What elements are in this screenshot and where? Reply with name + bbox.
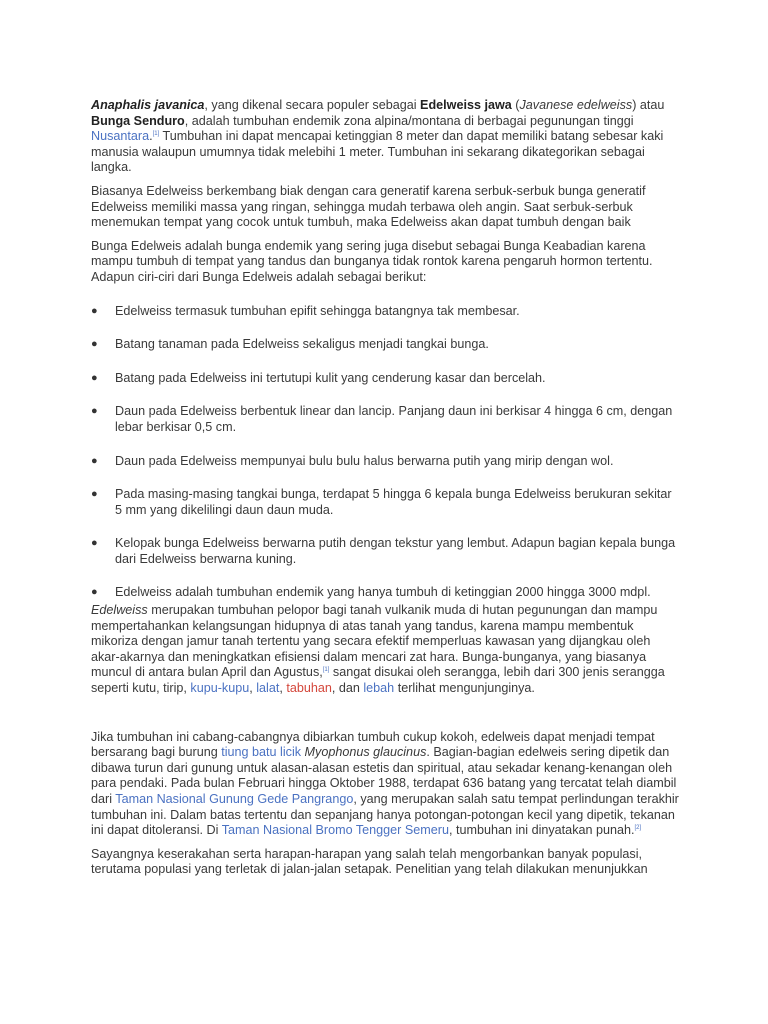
- text: ) atau: [632, 98, 665, 112]
- list-item-text: Edelweiss adalah tumbuhan endemik yang hanya tumbuh di ketinggian 2000 hingga 3000 mdpl.: [115, 585, 651, 600]
- list-item-text: Daun pada Edelweiss mempunyai bulu bulu halus berwarna putih yang mirip dengan wol.: [115, 453, 614, 468]
- list-item: [91, 371, 681, 387]
- text: .: [149, 129, 153, 144]
- link-tiung-batu-licik[interactable]: tiung batu licik: [221, 745, 302, 760]
- bullet-icon: ●: [91, 537, 98, 550]
- text: . Bagian-bagian edelweis sering dipetik dan dibawa turun dari gunung untuk alasan-alasan estetis dan spiritual, atau sekadar kenang-kenangan oleh para pendaki. Pada bulan Februari hingga Oktober 1988, terdapat 636 batang yang tercatat telah diambil dari: [91, 745, 677, 806]
- bullet-icon: ●: [91, 338, 98, 351]
- link-nusantara[interactable]: Nusantara: [91, 129, 150, 144]
- reference-1[interactable]: [1]: [152, 131, 160, 138]
- italic-edelweiss: Edelweiss: [91, 603, 148, 618]
- local-name: Bunga Senduro: [91, 113, 185, 128]
- list-item-text: Edelweiss termasuk tumbuhan epifit sehingga batangnya tak membesar.: [115, 303, 520, 318]
- italic-myophonus: Myophonus glaucinus: [304, 745, 427, 760]
- text: , yang merupakan salah satu tempat perlindungan terakhir tumbuhan ini. Dalam batas tertentu dan sepanjang hanya potongan-potongan kecil yang dipetik, tekanan ini dapat ditoleransi. Di: [91, 792, 679, 838]
- paragraph-nesting: [91, 730, 681, 839]
- list-item: [91, 487, 681, 518]
- paragraph-reproduction: Biasanya Edelweiss berkembang biak dengan cara generatif karena serbuk-serbuk bunga generatif Edelweiss memiliki massa yang ringan, sehingga mudah terbawa oleh angin. Saat serbuk-serbuk menemukan tempat yang cocok untuk tumbuh, maka Edelweiss akan dapat tumbuh dengan baik: [91, 183, 646, 230]
- list-item: [91, 454, 681, 470]
- list-item-text: Daun pada Edelweiss berbentuk linear dan lancip. Panjang daun ini berkisar 4 hingga 6 cm, dengan lebar berkisar 0,5 cm.: [115, 404, 673, 434]
- text: (: [511, 98, 520, 112]
- link-gede-pangrango[interactable]: Taman Nasional Gunung Gede Pangrango: [115, 792, 354, 806]
- text: ,: [279, 681, 287, 696]
- paragraph-characteristics-intro: Bunga Edelweis adalah bunga endemik yang sering juga disebut sebagai Bunga Keabadian karena mampu tumbuh di tempat yang tandus dan bunganya tidak rontok karena pengaruh hormon tertentu. Adapun ciri-ciri dari Bunga Edelweis adalah sebagai berikut:: [91, 238, 653, 284]
- reference-2[interactable]: [2]: [634, 825, 642, 832]
- text: Tumbuhan ini dapat mencapai ketinggian 8 meter dan dapat memiliki batang sebesar kaki manusia walaupun umumnya tidak melebihi 1 meter. Tumbuhan ini sekarang dikategorikan sebagai langka.: [91, 129, 664, 175]
- link-tabuhan[interactable]: tabuhan: [286, 681, 332, 696]
- bullet-icon: ●: [91, 454, 98, 467]
- text: , tumbuhan ini dinyatakan punah.: [448, 823, 635, 838]
- bullet-icon: ●: [91, 371, 98, 384]
- text: Jika tumbuhan ini cabang-cabangnya dibiarkan tumbuh cukup kokoh, edelweis dapat menjadi tempat bersarang bagi burung: [91, 729, 655, 760]
- text: merupakan tumbuhan pelopor bagi tanah vulkanik muda di hutan pegunungan dan mampu mempertahankan kelangsungan hidupnya di atas tanah yang tandus, karena mampu membentuk mikoriza dengan jamur tanah tertentu yang secara efektif memperluas kawasan yang dijangkau oleh akar-akarnya dan meningkatkan efisiensi dalam mencari zat hara. Bunga-bunganya, yang biasanya muncul di antara bulan April dan Agustus,: [91, 603, 658, 680]
- list-item-text: Batang tanaman pada Edelweiss sekaligus menjadi tangkai bunga.: [115, 337, 489, 352]
- text: , adalah tumbuhan endemik zona alpina/montana di berbagai pegunungan tinggi: [184, 113, 634, 128]
- intro-paragraph: [91, 98, 681, 176]
- text: sangat disukai oleh serangga, lebih dari 300 jenis serangga seperti kutu, tirip,: [91, 665, 665, 696]
- bullet-icon: ●: [91, 586, 98, 599]
- text: terlihat mengunjunginya.: [394, 681, 535, 696]
- bullet-icon: ●: [91, 488, 98, 501]
- link-kupu-kupu[interactable]: kupu-kupu: [190, 681, 250, 696]
- link-bromo-tengger-semeru[interactable]: Taman Nasional Bromo Tengger Semeru: [221, 823, 449, 838]
- scientific-name: Anaphalis javanica: [91, 98, 205, 112]
- list-item: [91, 404, 681, 435]
- reference-1b[interactable]: [1]: [322, 667, 330, 674]
- common-name: Edelweiss jawa: [420, 98, 512, 112]
- list-item: [91, 536, 681, 567]
- list-item: [91, 585, 681, 601]
- list-item-text: Batang pada Edelweiss ini tertutupi kulit yang cenderung kasar dan bercelah.: [115, 370, 546, 385]
- list-item-text: Pada masing-masing tangkai bunga, terdapat 5 hingga 6 kepala bunga Edelweiss berukuran sekitar 5 mm yang dikelilingi daun daun muda.: [115, 487, 672, 517]
- list-item: [91, 337, 681, 353]
- paragraph-pioneer: [91, 603, 681, 697]
- text: , dan: [331, 681, 364, 696]
- article-body: [91, 98, 681, 878]
- alt-name: Javanese edelweiss: [519, 98, 633, 112]
- link-lebah[interactable]: lebah: [363, 681, 395, 696]
- characteristics-list: [91, 304, 681, 602]
- bullet-icon: ●: [91, 405, 98, 418]
- link-lalat[interactable]: lalat: [256, 681, 280, 696]
- list-item: [91, 304, 681, 320]
- text: , yang dikenal secara populer sebagai: [204, 98, 421, 112]
- bullet-icon: ●: [91, 304, 98, 317]
- text: ,: [249, 681, 257, 696]
- paragraph-greed: Sayangnya keserakahan serta harapan-harapan yang salah telah mengorbankan banyak populasi, terutama populasi yang terletak di jalan-jalan setapak. Penelitian yang telah dilakukan menunjukkan: [91, 846, 648, 877]
- list-item-text: Kelopak bunga Edelweiss berwarna putih dengan tekstur yang lembut. Adapun bagian kepala bunga dari Edelweiss berwarna kuning.: [115, 536, 676, 566]
